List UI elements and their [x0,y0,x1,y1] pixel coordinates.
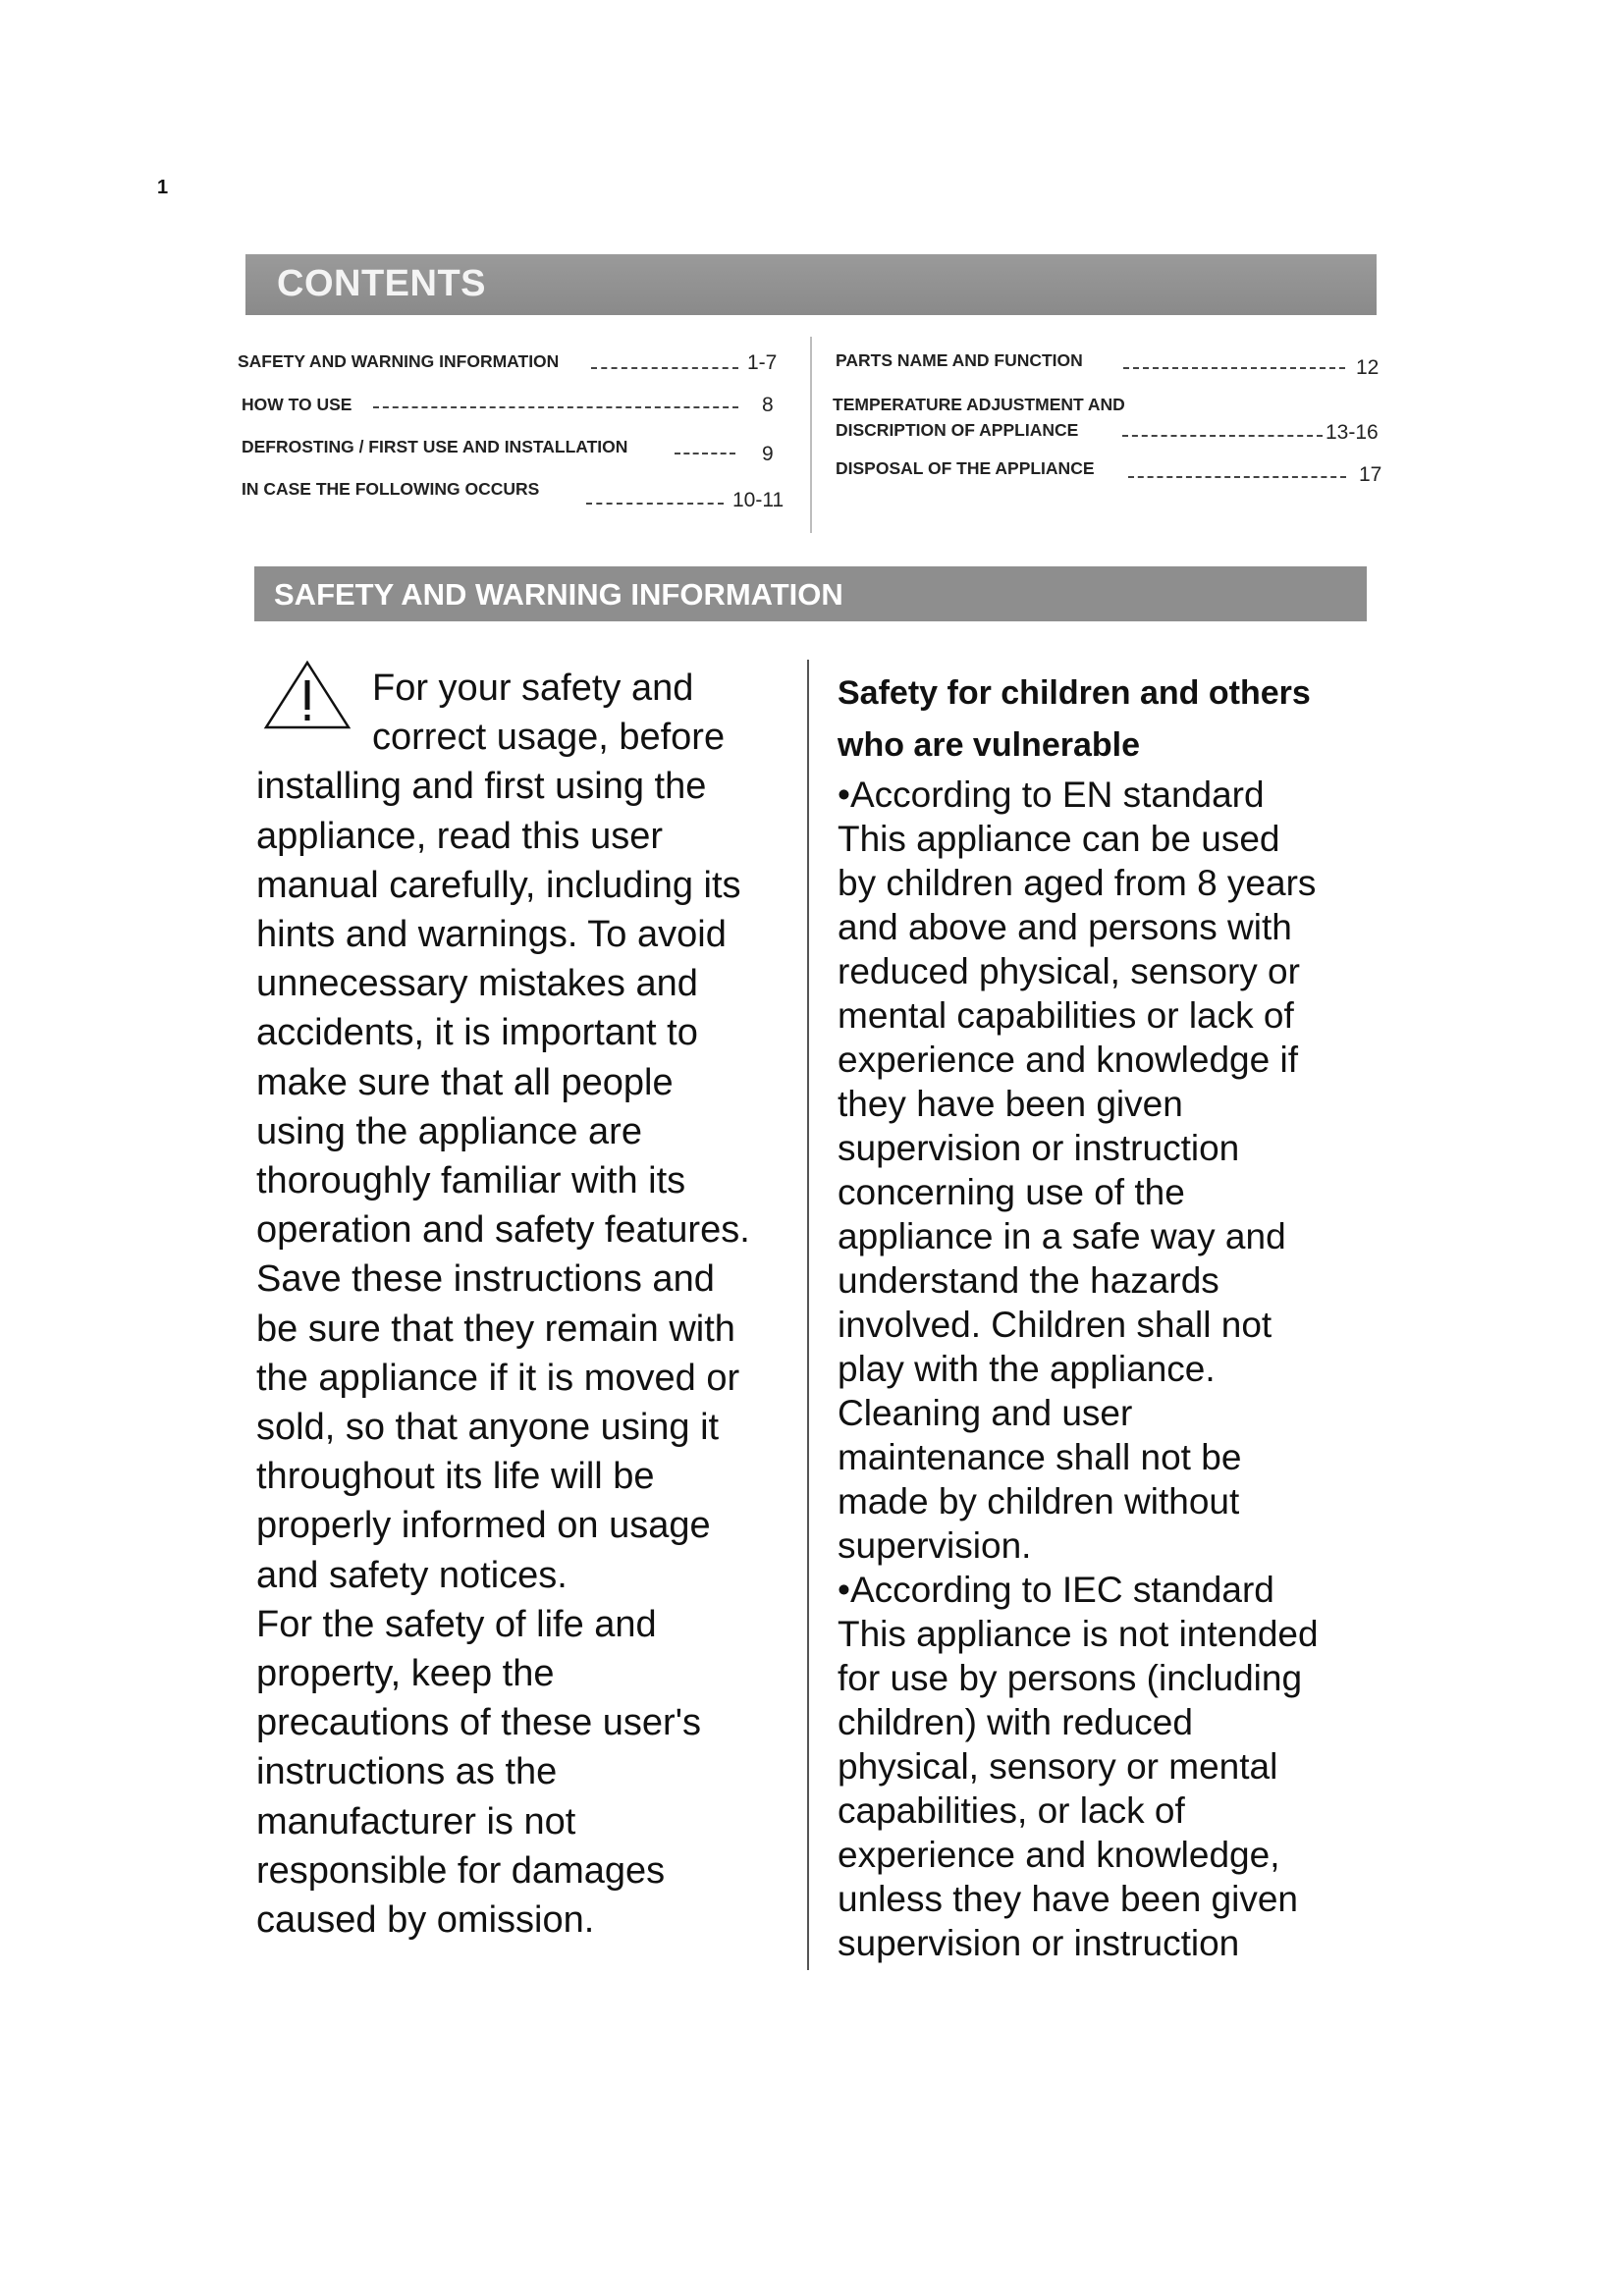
text-line: physical, sensory or mental [838,1746,1278,1787]
toc-page-safety: 1-7 [747,351,778,374]
children-safety-heading: Safety for children and others [838,674,1311,712]
text-line: experience and knowledge if [838,1040,1298,1080]
section-header [254,566,1367,621]
page-number: 1 [157,177,169,198]
text-line: using the appliance are [256,1110,642,1152]
text-line: they have been given [838,1084,1183,1124]
toc-page-defrosting: 9 [762,443,774,465]
toc-leader [586,503,724,505]
text-line: unless they have been given [838,1879,1299,1919]
text-line: involved. Children shall not [838,1305,1272,1345]
toc-leader [1123,367,1345,369]
contents-title: CONTENTS [277,263,486,304]
column-divider [807,660,809,1970]
toc-leader [1122,435,1323,437]
text-line: capabilities, or lack of [838,1790,1185,1831]
toc-page-how-to-use: 8 [762,394,774,416]
toc-page-temperature: 13-16 [1326,421,1379,444]
toc-item-in-case[interactable]: IN CASE THE FOLLOWING OCCURS [242,479,540,499]
intro-line: For your safety and [372,667,694,709]
text-line: make sure that all people [256,1061,674,1103]
toc-leader [591,367,738,369]
toc-page-in-case: 10-11 [732,489,785,511]
text-line: appliance in a safe way and [838,1216,1286,1256]
text-line: properly informed on usage [256,1505,711,1547]
text-line: reduced physical, sensory or [838,951,1300,991]
toc-page-parts: 12 [1356,356,1380,379]
text-line: experience and knowledge, [838,1835,1280,1875]
text-line: instructions as the [256,1751,558,1793]
toc-leader [675,453,735,454]
toc-item-temperature[interactable]: TEMPERATURE ADJUSTMENT AND [833,395,1125,414]
text-line: •According to EN standard [838,774,1265,815]
text-line: responsible for damages [256,1849,666,1892]
text-line: Save these instructions and [256,1258,715,1301]
text-line: made by children without [838,1481,1240,1522]
text-line: operation and safety features. [256,1209,750,1252]
text-line: play with the appliance. [838,1349,1216,1389]
text-line: throughout its life will be [256,1456,655,1498]
toc-item-how-to-use[interactable]: HOW TO USE [242,395,352,414]
text-line: property, keep the [256,1653,555,1695]
text-line: the appliance if it is moved or [256,1357,740,1399]
text-line: Cleaning and user [838,1393,1133,1433]
text-line: appliance, read this user [256,815,664,857]
text-line: and safety notices. [256,1554,568,1596]
text-line: supervision or instruction [838,1923,1240,1963]
text-line: by children aged from 8 years [838,863,1317,903]
text-line: maintenance shall not be [838,1437,1242,1477]
text-line: unnecessary mistakes and [256,963,698,1005]
text-line: mental capabilities or lack of [838,995,1294,1036]
section-title: SAFETY AND WARNING INFORMATION [274,577,843,612]
text-line: for use by persons (including [838,1658,1303,1698]
contents-header [245,254,1377,315]
children-safety-column [838,668,1387,1965]
safety-intro-column [256,664,806,1945]
text-line: For the safety of life and [256,1603,657,1645]
text-line: This appliance is not intended [838,1614,1319,1654]
text-line: sold, so that anyone using it [256,1407,720,1449]
text-line: hints and warnings. To avoid [256,914,727,956]
toc-item-safety[interactable]: SAFETY AND WARNING INFORMATION [238,351,560,371]
text-line: precautions of these user's [256,1702,701,1744]
text-line: installing and first using the [256,766,707,808]
toc-item-defrosting[interactable]: DEFROSTING / FIRST USE AND INSTALLATION [242,437,628,456]
text-line: supervision. [838,1525,1032,1566]
text-line: be sure that they remain with [256,1308,735,1350]
toc-divider [810,337,812,533]
toc-item-disposal[interactable]: DISPOSAL OF THE APPLIANCE [836,458,1095,478]
text-line: caused by omission. [256,1899,595,1942]
text-line: •According to IEC standard [838,1570,1274,1610]
text-line: understand the hazards [838,1260,1219,1301]
toc-item-parts[interactable]: PARTS NAME AND FUNCTION [836,350,1083,370]
toc-leader [1128,476,1346,478]
toc-page-disposal: 17 [1359,463,1382,486]
text-line: children) with reduced [838,1702,1193,1742]
text-line: thoroughly familiar with its [256,1160,686,1202]
text-line: supervision or instruction [838,1128,1240,1168]
text-line: manual carefully, including its [256,864,741,906]
text-line: This appliance can be used [838,819,1280,859]
text-line: and above and persons with [838,907,1292,947]
text-line: manufacturer is not [256,1800,576,1842]
toc-leader [373,406,738,408]
text-line: concerning use of the [838,1172,1185,1212]
children-safety-heading: who are vulnerable [838,726,1140,764]
toc-item-temperature-line2[interactable]: DISCRIPTION OF APPLIANCE [836,420,1079,440]
intro-line: correct usage, before [372,717,726,759]
text-line: accidents, it is important to [256,1012,698,1054]
